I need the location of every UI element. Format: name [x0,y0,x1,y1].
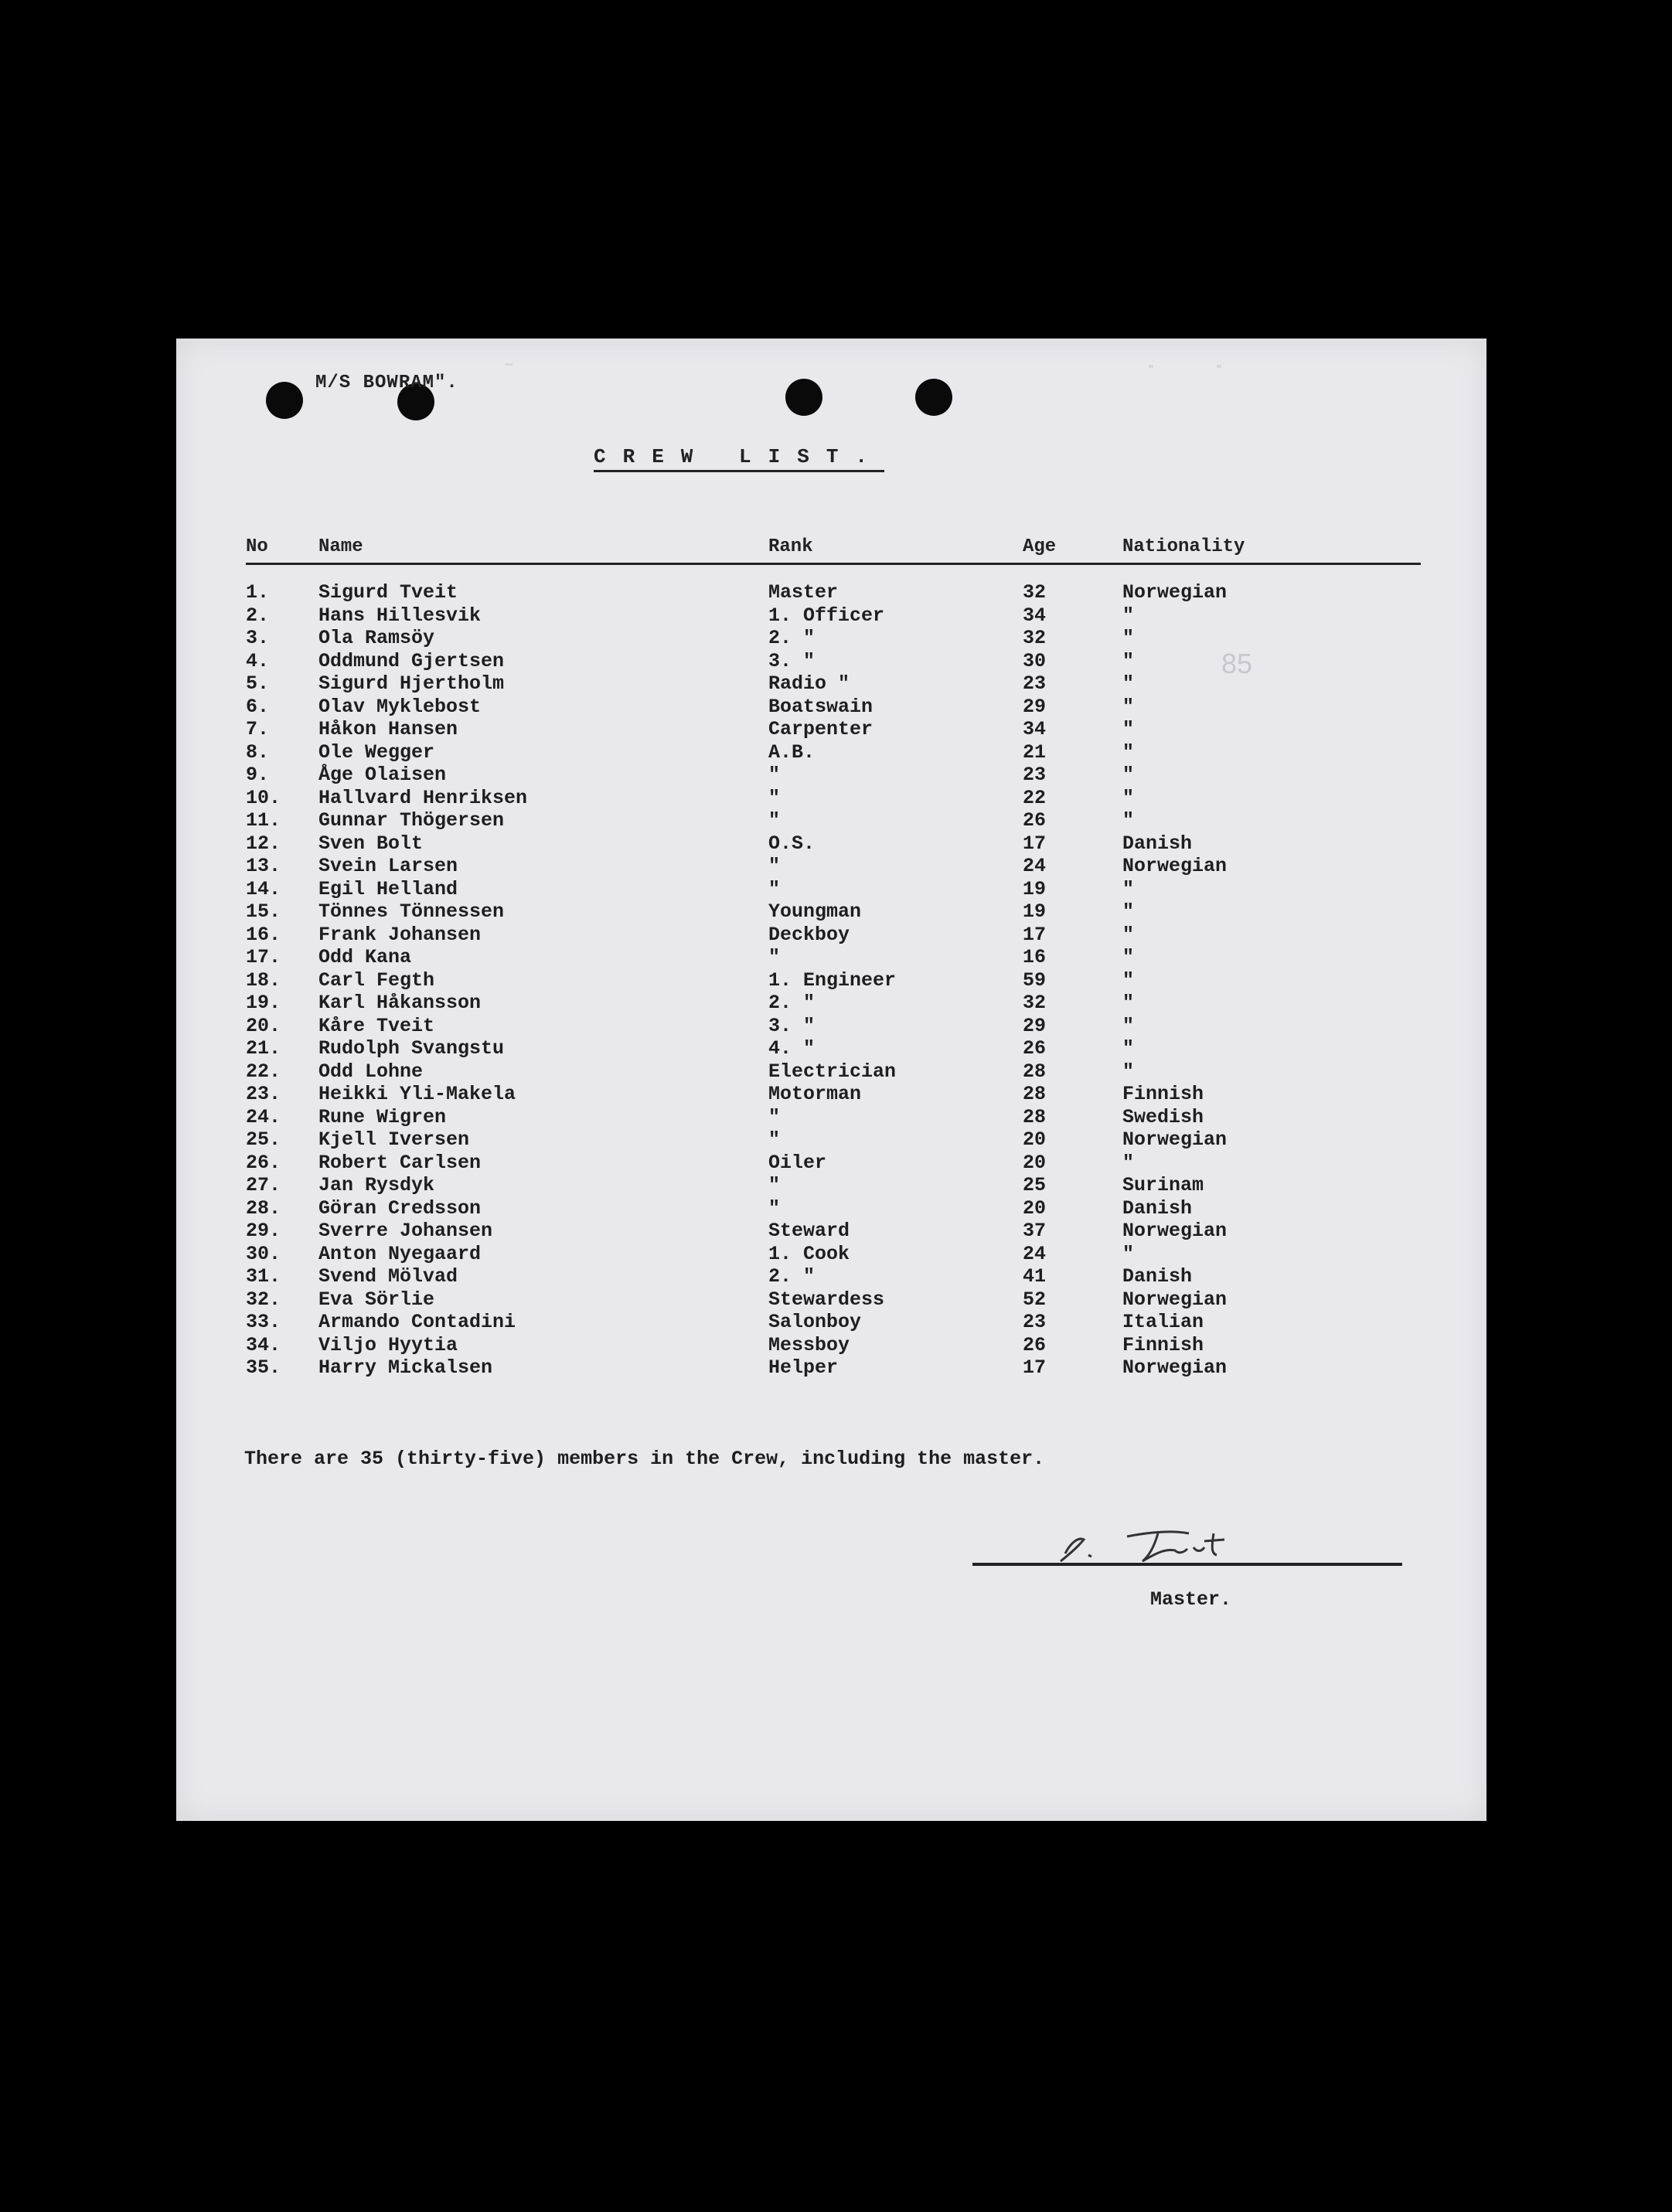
table-row [246,1243,1421,1266]
crew-nationality: " [1122,1014,1135,1037]
crew-rank: Boatswain [768,695,873,718]
crew-age: 34 [1023,718,1047,740]
table-row [246,627,1421,650]
paper-speck [1217,365,1221,368]
crew-age: 26 [1023,809,1047,832]
crew-no: 6. [246,695,270,718]
crew-name: Heikki Yli-Makela [318,1083,516,1105]
table-row [246,1265,1421,1288]
crew-no: 12. [246,832,281,855]
signature-line [972,1563,1402,1566]
crew-name: Odd Kana [318,946,412,968]
crew-age: 25 [1023,1174,1047,1196]
crew-no: 32. [246,1288,281,1311]
column-header-name: Name [318,536,363,557]
crew-no: 1. [246,581,270,604]
table-row [246,1106,1421,1129]
crew-nationality: " [1122,649,1135,672]
crew-age: 17 [1023,923,1047,946]
crew-no: 26. [246,1151,281,1174]
crew-rank: 2. " [768,1265,816,1288]
crew-age: 41 [1023,1265,1047,1288]
paper-speck [505,363,512,366]
crew-no: 18. [246,968,281,992]
crew-rank: Oiler [768,1151,827,1174]
crew-rank: Master [768,581,839,604]
table-row [246,855,1421,878]
crew-rank: 2. " [768,627,816,649]
crew-no: 19. [246,992,281,1014]
crew-rank: O.S. [768,832,816,855]
table-row [246,1083,1421,1106]
crew-rank: " [768,809,781,832]
crew-name: Kåre Tveit [318,1014,435,1037]
crew-name: Svend Mölvad [318,1265,458,1288]
table-row [246,900,1421,924]
crew-name: Kjell Iversen [318,1128,470,1151]
crew-no: 33. [246,1311,281,1333]
crew-name: Frank Johansen [318,923,482,946]
crew-nationality: " [1122,695,1135,718]
crew-no: 5. [246,672,270,695]
crew-age: 19 [1023,877,1047,900]
crew-rank: 1. Officer [768,604,885,627]
crew-no: 29. [246,1220,281,1242]
crew-no: 30. [246,1242,281,1265]
crew-rank: 4. " [768,1037,816,1060]
crew-no: 14. [246,877,281,900]
crew-age: 21 [1023,740,1047,764]
crew-rank: " [768,877,781,900]
crew-rank: Helper [768,1356,839,1379]
crew-rank: Motorman [768,1083,862,1105]
table-row [246,604,1421,628]
punch-hole [785,379,822,416]
crew-age: 26 [1023,1037,1047,1060]
crew-name: Viljo Hyytia [318,1333,458,1356]
paper-speck [1149,365,1153,368]
crew-no: 7. [246,718,270,740]
crew-name: Hallvard Henriksen [318,786,528,809]
crew-nationality: " [1122,1151,1135,1174]
crew-age: 22 [1023,786,1047,809]
crew-no: 2. [246,604,270,627]
crew-no: 20. [246,1014,281,1037]
crew-name: Oddmund Gjertsen [318,649,505,672]
crew-nationality: " [1122,718,1135,740]
crew-name: Tönnes Tönnessen [318,900,505,923]
crew-age: 24 [1023,1242,1047,1265]
crew-no: 13. [246,855,281,877]
crew-age: 29 [1023,1014,1047,1037]
crew-no: 8. [246,740,270,764]
crew-nationality: " [1122,1037,1135,1060]
crew-age: 20 [1023,1128,1047,1151]
crew-rank: " [768,1196,781,1220]
crew-name: Olav Myklebost [318,695,482,718]
crew-name: Rune Wigren [318,1105,447,1128]
punch-hole [266,382,303,419]
crew-name: Ole Wegger [318,740,435,764]
crew-nationality: Swedish [1122,1105,1204,1128]
crew-rank: " [768,1174,781,1196]
crew-age: 17 [1023,1356,1047,1379]
crew-name: Gunnar Thögersen [318,809,505,832]
crew-list-page [176,339,1486,1821]
column-header-rank: Rank [768,536,813,557]
crew-age: 32 [1023,581,1047,604]
master-signature [1042,1521,1305,1567]
crew-no: 4. [246,649,270,672]
crew-rank: Messboy [768,1333,850,1356]
crew-nationality: Surinam [1122,1174,1204,1196]
table-row [246,1037,1421,1060]
column-header-nationality: Nationality [1122,536,1245,557]
crew-nationality: Norwegian [1122,1356,1228,1379]
table-row [246,1220,1421,1243]
crew-table [246,581,1421,1380]
crew-name: Anton Nyegaard [318,1242,482,1265]
crew-rank: " [768,855,781,877]
crew-rank: Electrician [768,1060,897,1083]
crew-age: 32 [1023,627,1047,649]
crew-no: 27. [246,1174,281,1196]
column-header-no: No [246,536,268,557]
crew-nationality: " [1122,786,1135,809]
table-row [246,1334,1421,1357]
crew-nationality: Finnish [1122,1083,1204,1105]
crew-nationality: " [1122,672,1135,695]
crew-rank: " [768,946,781,968]
crew-age: 34 [1023,604,1047,627]
crew-age: 16 [1023,946,1047,968]
crew-rank: Radio " [768,672,850,695]
document-title: CREW LIST. [594,445,884,472]
crew-name: Svein Larsen [318,855,458,877]
crew-rank: 3. " [768,1014,816,1037]
crew-name: Jan Rysdyk [318,1174,435,1196]
crew-rank: Deckboy [768,923,850,946]
table-row [246,809,1421,832]
crew-name: Ola Ramsöy [318,627,435,649]
crew-nationality: " [1122,740,1135,764]
table-row [246,764,1421,787]
table-row [246,992,1421,1015]
crew-age: 23 [1023,1311,1047,1333]
crew-rank: Carpenter [768,718,873,740]
crew-nationality: Norwegian [1122,581,1228,604]
signature-label: Master. [1150,1588,1232,1611]
table-row [246,1288,1421,1312]
crew-no: 15. [246,900,281,923]
crew-no: 3. [246,627,270,649]
crew-name: Göran Credsson [318,1196,482,1220]
crew-rank: 2. " [768,992,816,1014]
crew-name: Harry Mickalsen [318,1356,493,1379]
crew-nationality: " [1122,992,1135,1014]
table-row [246,718,1421,741]
crew-nationality: " [1122,946,1135,968]
crew-no: 9. [246,764,270,786]
crew-nationality: Danish [1122,1196,1193,1220]
table-row [246,741,1421,764]
table-row [246,832,1421,856]
crew-age: 20 [1023,1151,1047,1174]
crew-no: 25. [246,1128,281,1151]
crew-nationality: " [1122,900,1135,923]
crew-nationality: Norwegian [1122,855,1228,877]
crew-rank: " [768,1128,781,1151]
crew-age: 52 [1023,1288,1047,1311]
table-row [246,946,1421,969]
crew-no: 28. [246,1196,281,1220]
crew-no: 24. [246,1105,281,1128]
crew-name: Hans Hillesvik [318,604,482,627]
crew-nationality: " [1122,923,1135,946]
crew-no: 35. [246,1356,281,1379]
crew-nationality: " [1122,627,1135,649]
crew-no: 34. [246,1333,281,1356]
crew-age: 23 [1023,764,1047,786]
crew-rank: Salonboy [768,1311,862,1333]
crew-no: 10. [246,786,281,809]
crew-rank: Stewardess [768,1288,885,1311]
crew-nationality: " [1122,764,1135,786]
crew-name: Robert Carlsen [318,1151,482,1174]
table-row [246,1174,1421,1197]
crew-name: Egil Helland [318,877,458,900]
table-row [246,1015,1421,1038]
crew-name: Rudolph Svangstu [318,1037,505,1060]
vessel-name: M/S BOWRAM". [315,373,458,393]
faint-stamp-number: 85 [1221,648,1253,679]
table-row [246,1128,1421,1152]
crew-rank: 1. Cook [768,1242,850,1265]
crew-rank: Youngman [768,900,862,923]
crew-age: 24 [1023,855,1047,877]
crew-name: Eva Sörlie [318,1288,435,1311]
table-row [246,1197,1421,1220]
crew-rank: 3. " [768,649,816,672]
table-row [246,672,1421,696]
crew-name: Sven Bolt [318,832,424,855]
crew-name: Åge Olaisen [318,764,447,786]
crew-nationality: Danish [1122,832,1193,855]
crew-age: 28 [1023,1105,1047,1128]
crew-no: 16. [246,923,281,946]
crew-age: 32 [1023,992,1047,1014]
crew-no: 21. [246,1037,281,1060]
crew-nationality: " [1122,968,1135,992]
column-header-age: Age [1023,536,1057,557]
crew-nationality: " [1122,1242,1135,1265]
table-row [246,878,1421,901]
crew-rank: " [768,1105,781,1128]
table-header [246,533,1421,565]
crew-nationality: Italian [1122,1311,1204,1333]
crew-nationality: Norwegian [1122,1288,1228,1311]
crew-nationality: " [1122,809,1135,832]
crew-name: Odd Lohne [318,1060,424,1083]
crew-age: 17 [1023,832,1047,855]
table-row [246,969,1421,992]
crew-name: Sigurd Tveit [318,581,458,604]
crew-age: 20 [1023,1196,1047,1220]
crew-name: Håkon Hansen [318,718,458,740]
crew-no: 17. [246,946,281,968]
crew-age: 23 [1023,672,1047,695]
table-row [246,1152,1421,1175]
crew-rank: Steward [768,1220,850,1242]
crew-age: 37 [1023,1220,1047,1242]
crew-no: 22. [246,1060,281,1083]
crew-summary: There are 35 (thirty-five) members in the Crew, including the master. [244,1448,1045,1470]
table-row [246,1311,1421,1334]
table-row [246,787,1421,810]
crew-rank: A.B. [768,740,816,764]
table-row [246,696,1421,719]
crew-nationality: " [1122,1060,1135,1083]
table-row [246,581,1421,604]
crew-nationality: Danish [1122,1265,1193,1288]
crew-age: 59 [1023,968,1047,992]
crew-age: 19 [1023,900,1047,923]
crew-age: 29 [1023,695,1047,718]
crew-name: Armando Contadini [318,1311,516,1333]
table-row [246,650,1421,673]
crew-name: Sverre Johansen [318,1220,493,1242]
punch-hole [915,379,952,416]
crew-name: Sigurd Hjertholm [318,672,505,695]
crew-rank: " [768,786,781,809]
crew-rank: 1. Engineer [768,968,897,992]
crew-name: Karl Håkansson [318,992,482,1014]
table-row [246,924,1421,947]
crew-name: Carl Fegth [318,968,435,992]
crew-age: 30 [1023,649,1047,672]
crew-age: 28 [1023,1060,1047,1083]
crew-rank: " [768,764,781,786]
table-row [246,1060,1421,1084]
crew-no: 23. [246,1083,281,1105]
crew-nationality: Norwegian [1122,1128,1228,1151]
table-row [246,1356,1421,1380]
crew-age: 28 [1023,1083,1047,1105]
crew-no: 31. [246,1265,281,1288]
crew-age: 26 [1023,1333,1047,1356]
crew-nationality: Finnish [1122,1333,1204,1356]
crew-nationality: Norwegian [1122,1220,1228,1242]
crew-nationality: " [1122,604,1135,627]
crew-nationality: " [1122,877,1135,900]
crew-no: 11. [246,809,281,832]
